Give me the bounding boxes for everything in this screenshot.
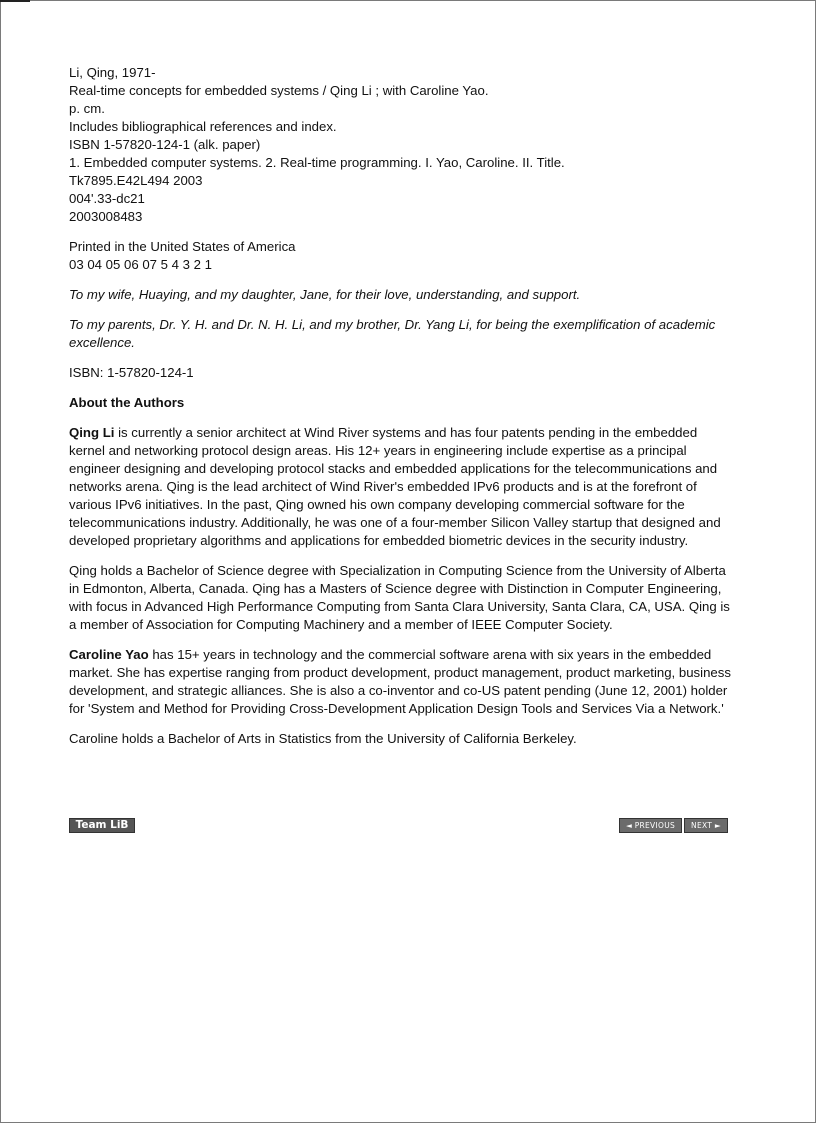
catalog-line: ISBN 1-57820-124-1 (alk. paper): [69, 137, 261, 152]
author-education-qing: Qing holds a Bachelor of Science degree with Specialization in Computing Science from the University of Alberta in Edmonton, Alberta, Canada. Qing has a Masters of Science degree with Distinction in Computer Engineering, with focus in Advanced High Performance Computing from Santa Clara University, Santa Clara, CA, USA. Qing is a member of Association for Computing Machinery and a member of IEEE Computer Society.: [69, 563, 730, 632]
author-bio-qing: [69, 424, 734, 550]
printing-info: [69, 238, 734, 274]
next-button[interactable]: NEXT ►: [684, 818, 728, 833]
dedication: To my wife, Huaying, and my daughter, Jane, for their love, understanding, and support.: [69, 287, 581, 302]
team-lib-button[interactable]: Team LiB: [69, 818, 135, 833]
catalog-line: 004'.33-dc21: [69, 191, 145, 206]
author-education-caroline: Caroline holds a Bachelor of Arts in Statistics from the University of California Berkeley.: [69, 731, 577, 746]
catalog-line: Li, Qing, 1971-: [69, 65, 156, 80]
catalog-line: 2003008483: [69, 209, 143, 224]
author-bio-text: has 15+ years in technology and the commercial software arena with six years in the embedded market. She has expertise ranging from product development, product management, product marketing, business development, and strategic alliances. She is also a co-inventor and co-US patent pending (June 12, 2001) holder for 'System and Method for Providing Cross-Development Application Design Tools and Services Via a Network.': [69, 647, 731, 716]
section-heading: About the Authors: [69, 395, 185, 410]
author-bio-text: is currently a senior architect at Wind River systems and has four patents pending in the embedded kernel and networking protocol design areas. His 12+ years in engineering include expertise as a principal engineer designing and developing protocol stacks and embedded applications for the telecommunications and networks arena. Qing is the lead architect of Wind River's embedded IPv6 products and is at the forefront of various IPv6 initiatives. In the past, Qing owned his own company developing commercial software for the telecommunications industry. Additionally, he was one of a four-member Silicon Valley startup that designed and developed proprietary algorithms and applications for embedded biometric devices in the security industry.: [69, 425, 721, 548]
author-name: Caroline Yao: [69, 647, 149, 662]
catalog-line: Includes bibliographical references and index.: [69, 119, 337, 134]
top-mark: [0, 0, 30, 2]
isbn: ISBN: 1-57820-124-1: [69, 365, 194, 380]
printing-line: Printed in the United States of America: [69, 239, 296, 254]
dedication: To my parents, Dr. Y. H. and Dr. N. H. Li, and my brother, Dr. Yang Li, for being the exemplification of academic excellence.: [69, 317, 716, 350]
catalog-line: p. cm.: [69, 101, 105, 116]
document-body: [69, 64, 734, 760]
previous-button[interactable]: ◄ PREVIOUS: [619, 818, 682, 833]
catalog-line: 1. Embedded computer systems. 2. Real-time programming. I. Yao, Caroline. II. Title.: [69, 155, 565, 170]
catalog-line: Tk7895.E42L494 2003: [69, 173, 203, 188]
author-bio-caroline: [69, 646, 734, 718]
catalog-data: [69, 64, 734, 226]
page-navigation: [69, 818, 728, 833]
author-name: Qing Li: [69, 425, 115, 440]
catalog-line: Real-time concepts for embedded systems / Qing Li ; with Caroline Yao.: [69, 83, 489, 98]
printing-line: 03 04 05 06 07 5 4 3 2 1: [69, 257, 212, 272]
